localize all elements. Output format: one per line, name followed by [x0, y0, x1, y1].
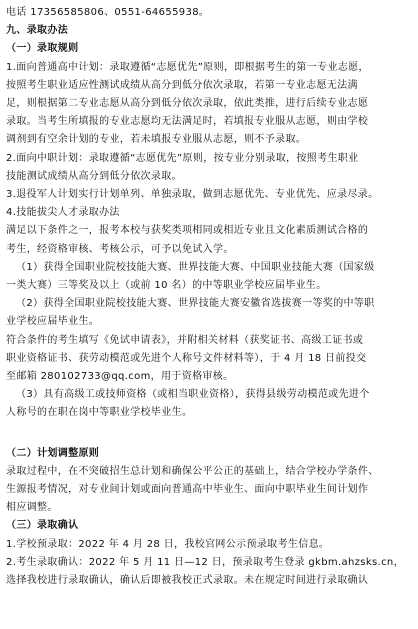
paragraph-line: 职业资格证书、获劳动模范或先进个人称号文件材料等），于 4 月 18 日前投交	[6, 352, 367, 364]
paragraph-line: 1.学校预录取：2022 年 4 月 28 日，我校官网公示预录取考生信息。	[6, 538, 330, 550]
phone-line: 电话 17356585806、0551-64655938。	[6, 7, 210, 18]
paragraph-line: 人称号的在职在岗中等职业学校毕业生。	[6, 407, 193, 419]
subheading-admission-confirmation: （三）录取确认	[6, 520, 79, 532]
paragraph-line: 足，则根据第二专业志愿从高分到低分依次录取，依此类推，进行后续专业志愿	[6, 98, 369, 110]
paragraph-line: 满足以下条件之一，报考本校与获奖类项相同或相近专业且文化素质测试合格的	[6, 225, 369, 237]
paragraph-line: 调剂到有空余计划的专业，若未填报专业服从志愿，则不予录取。	[6, 134, 307, 146]
paragraph-line: 3.退役军人计划实行计划单列、单独录取，做到志愿优先、专业优先、应录尽录。	[6, 189, 379, 201]
paragraph-line: 录取。当考生所填报的专业志愿均无法满足时，若填报专业服从志愿，则由学校	[6, 116, 369, 128]
paragraph-line: 4.技能拔尖人才录取办法	[6, 207, 120, 219]
paragraph-line: 技能测试成绩从高分到低分依次录取。	[6, 170, 182, 182]
paragraph-line: 1.面向普通高中计划：录取遵循“志愿优先”原则，即根据考生的第一专业志愿，	[6, 61, 369, 73]
paragraph-line: 2.考生录取确认：2022 年 5 月 11 日—12 日，预录取考生登录 gkbm.ahzsks.cn，	[6, 556, 404, 568]
paragraph-line: 符合条件的考生填写《免试申请表》，并附相关材料（获奖证书、高级工证书或	[6, 334, 364, 346]
subheading-admission-rules: （一）录取规则	[6, 43, 79, 55]
subheading-plan-adjustment: （二）计划调整原则	[6, 447, 100, 459]
paragraph-line: 一类大赛）三等奖及以上（或前 10 名）的中等职业学校应届毕业生。	[6, 280, 327, 292]
paragraph-line: 2.面向中职计划：录取遵循“志愿优先”原则，按专业分别录取，按照考生职业	[6, 152, 359, 164]
paragraph-line: 录取过程中，在不突破招生总计划和确保公平公正的基础上，结合学校办学条件、	[6, 465, 379, 477]
paragraph-line: 业学校应届毕业生。	[6, 316, 100, 328]
paragraph-line: 生源报考情况，对专业间计划或面向普通高中毕业生、面向中职毕业生间计划作	[6, 484, 369, 496]
blank-spacer	[6, 423, 408, 445]
list-item-line: （3）具有高级工或技师资格（或相当职业资格），获得县级劳动模范或先进个	[16, 389, 370, 401]
list-item-line: （2）获得全国职业院校技能大赛、世界技能大赛安徽省选拔赛一等奖的中等职	[16, 298, 375, 310]
section-heading-admission: 九、录取办法	[6, 25, 69, 37]
paragraph-line: 相应调整。	[6, 502, 58, 514]
paragraph-line: 按照考生职业适应性测试成绩从高分到低分依次录取，若第一专业志愿无法满	[6, 79, 358, 91]
paragraph-line: 选择我校进行录取确认，确认后即被我校正式录取。未在规定时间进行录取确认	[6, 575, 369, 587]
list-item-line: （1）获得全国职业院校技能大赛、世界技能大赛、中国职业技能大赛（国家级	[16, 261, 375, 273]
email-line: 至邮箱 280102733@qq.com，用于资格审核。	[6, 371, 234, 383]
paragraph-line: 考生，经资格审核、考核公示，可予以免试入学。	[6, 243, 234, 255]
